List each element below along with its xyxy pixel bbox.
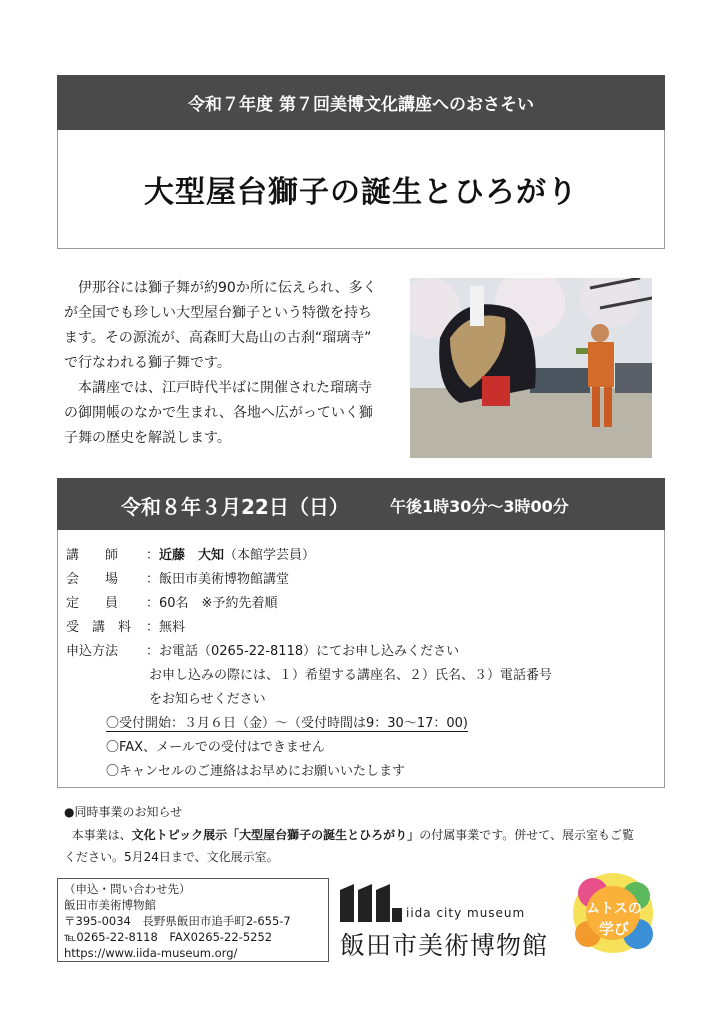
intro-line: 子舞の歴史を解説します。 (64, 430, 231, 446)
venue-label: 会 場 (66, 572, 119, 587)
museum-logo (340, 880, 555, 960)
contact-url[interactable]: https://www.iida-museum.org/ (64, 946, 238, 960)
cancel-note: 〇キャンセルのご連絡はお早めにお願いいたします (106, 764, 406, 779)
title-box (57, 130, 665, 249)
museum-logo-mark-icon (340, 884, 402, 922)
notice-text-part: 本事業は、 (71, 828, 132, 842)
course-subtitle: 令和７年度 第７回美博文化講座へのおさそい (188, 95, 534, 115)
event-details (57, 530, 665, 788)
apply-label: 申込方法 (66, 644, 119, 659)
intro-text (64, 276, 398, 451)
fee-label: 受 講 料 (66, 620, 132, 635)
page-title: 大型屋台獅子の誕生とひろがり (144, 175, 578, 210)
venue-row: 会 場 ：飯田市美術博物館講堂 (66, 568, 289, 587)
reception-start-note: 〇受付開始：３月６日（金）～（受付時間は9：30～17：00) (106, 712, 468, 732)
contact-tel-fax: ℡0265-22-8118 FAX0265-22-5252 (64, 930, 273, 944)
intro-line: が全国でも珍しい大型屋台獅子という特徴を持ち (64, 305, 372, 321)
course-subtitle-band (57, 75, 665, 130)
apply-value: お電話（0265-22-8118）にてお申し込みください (159, 644, 460, 659)
event-date: 令和８年３月22日（日） (121, 495, 349, 519)
notice-line: ください。5月24日まで、文化展示室。 (64, 850, 279, 864)
lecturer-role: （本館学芸員） (224, 548, 316, 563)
event-time: 午後1時30分～3時00分 (390, 497, 569, 516)
mutosu-badge (568, 868, 658, 958)
contact-box (57, 878, 329, 962)
notice-heading: ●同時事業のお知らせ (64, 805, 183, 819)
fee-value: 無料 (159, 620, 186, 635)
intro-line: 本講座では、江戸時代半ばに開催された瑠璃寺 (78, 380, 372, 396)
capacity-label: 定 員 (66, 596, 119, 611)
apply-detail-line: お申し込みの際には、１）希望する講座名、２）氏名、３）電話番号 (149, 668, 553, 683)
intro-line: ます。その源流が、高森町大島山の古刹“瑠璃寺” (64, 330, 372, 346)
venue-value: 飯田市美術博物館講堂 (159, 572, 290, 587)
intro-line: 伊那谷には獅子舞が約90か所に伝えられ、多く (78, 280, 377, 296)
contact-address: 〒395-0034 長野県飯田市追手町2-655-7 (64, 914, 291, 928)
notice-text-part: の付属事業です。併せて、展示室もご覧 (419, 828, 634, 842)
museum-name-en: iida city museum (406, 906, 526, 920)
apply-detail-line: をお知らせください (149, 692, 266, 707)
badge-line-1: ムトスの (586, 901, 642, 917)
intro-line: で行なわれる獅子舞です。 (64, 355, 231, 371)
lecturer-label: 講 師 (66, 548, 119, 563)
capacity-row: 定 員 ：60名 ※予約先着順 (66, 592, 277, 611)
notice-text (64, 824, 664, 868)
event-date-band (57, 478, 665, 530)
fee-row: 受 講 料 ：無料 (66, 616, 185, 635)
apply-row: 申込方法 ：お電話（0265-22-8118）にてお申し込みください (66, 640, 459, 659)
contact-heading: （申込・問い合わせ先） (64, 882, 191, 896)
fax-email-note: 〇FAX、メールでの受付はできません (106, 740, 325, 755)
badge-line-2: 学び (598, 920, 629, 938)
lion-dance-photo (410, 278, 652, 458)
lecturer-name: 近藤 大知 (159, 548, 225, 563)
notice-line (64, 824, 664, 846)
intro-line: の御開帳のなかで生まれ、各地へ広がっていく獅 (64, 405, 373, 421)
intro-paragraph-1 (64, 276, 398, 301)
lecturer-row: 講 師 ：近藤 大知（本館学芸員） (66, 544, 315, 563)
contact-name: 飯田市美術博物館 (64, 898, 156, 912)
notice-exhibit-name: 文化トピック展示「大型屋台獅子の誕生とひろがり」 (131, 828, 420, 842)
capacity-value: 60名 ※予約先着順 (159, 596, 278, 611)
intro-paragraph-2 (64, 376, 398, 401)
museum-name-ja: 飯田市美術博物館 (340, 931, 549, 960)
